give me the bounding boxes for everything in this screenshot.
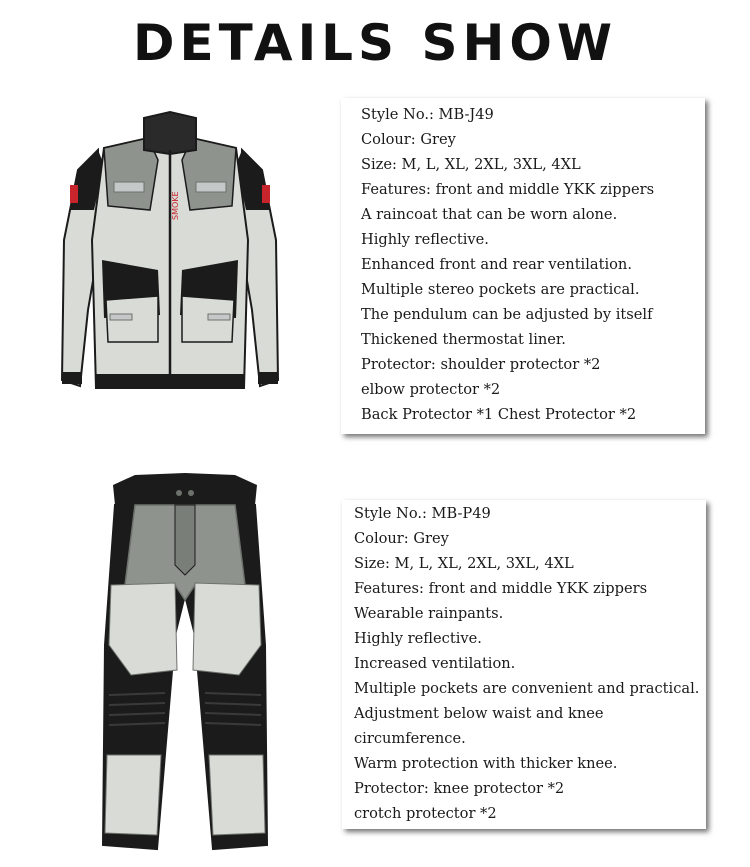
page-title: DETAILS SHOW: [133, 14, 617, 72]
spec-line: elbow protector *2: [361, 381, 501, 398]
spec-line: A raincoat that can be worn alone.: [361, 206, 618, 223]
spec-line: Increased ventilation.: [354, 655, 516, 672]
spec-line: Enhanced front and rear ventilation.: [361, 256, 632, 273]
spec-line: Back Protector *1 Chest Protector *2: [361, 406, 637, 423]
pants-spec-card: [342, 500, 706, 829]
spec-line: The pendulum can be adjusted by itself: [361, 306, 653, 323]
spec-line: Colour: Grey: [354, 530, 449, 547]
spec-line: Wearable rainpants.: [354, 605, 504, 622]
spec-line: Colour: Grey: [361, 131, 456, 148]
spec-line: Adjustment below waist and knee: [354, 705, 604, 722]
spec-line: Size: M, L, XL, 2XL, 3XL, 4XL: [361, 156, 581, 173]
spec-line: Thickened thermostat liner.: [361, 331, 566, 348]
spec-line: circumference.: [354, 730, 466, 747]
spec-line: Style No.: MB-P49: [354, 505, 491, 522]
spec-line: crotch protector *2: [354, 805, 497, 822]
jacket-spec-card: [341, 98, 705, 434]
spec-line: Multiple pockets are convenient and practical.: [354, 680, 700, 697]
spec-line: Features: front and middle YKK zippers: [361, 181, 655, 198]
pants-image: [95, 465, 275, 860]
spec-line: Features: front and middle YKK zippers: [354, 580, 648, 597]
jacket-image: [58, 110, 282, 400]
spec-line: Protector: shoulder protector *2: [361, 356, 601, 373]
brand-mark: SMOKE: [171, 191, 180, 220]
spec-line: Highly reflective.: [361, 231, 489, 248]
spec-line: Highly reflective.: [354, 630, 482, 647]
spec-line: Style No.: MB-J49: [361, 106, 494, 123]
spec-line: Warm protection with thicker knee.: [354, 755, 618, 772]
spec-line: Multiple stereo pockets are practical.: [361, 281, 640, 298]
spec-line: Protector: knee protector *2: [354, 780, 565, 797]
spec-line: Size: M, L, XL, 2XL, 3XL, 4XL: [354, 555, 574, 572]
